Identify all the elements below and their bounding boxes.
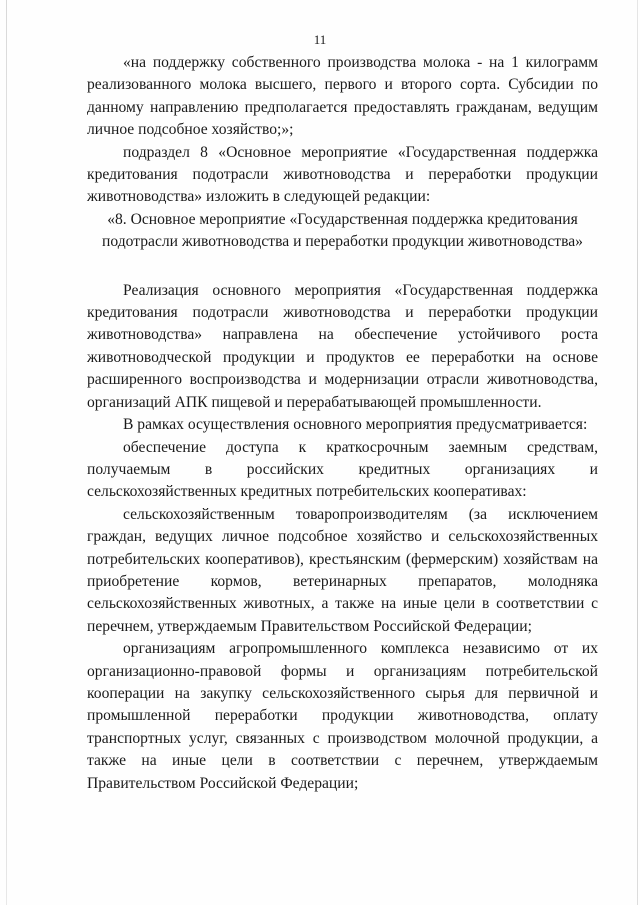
paragraph-framework: В рамках осуществления основного мероприятия предусматривается:: [123, 416, 588, 434]
paragraph-amendment-quote: «на поддержку собственного производства молока - на 1 килограмм реализованного молока высшего, первого и второго сорта. Субсидии по данному направлению предполагается предоставлять гражданам, ведущим личное подсобное хозяйство;»;: [87, 54, 598, 139]
page-number: 11: [313, 32, 327, 47]
section-heading: «8. Основное мероприятие «Государственная поддержка кредитования подотрасли животноводства и переработки продукции животноводства»: [102, 210, 583, 251]
document-body: [87, 52, 598, 795]
paragraph-subsection-instruction: подраздел 8 «Основное мероприятие «Государственная поддержка кредитования подотрасли животноводства и переработки продукции животноводства» изложить в следующей редакции:: [87, 143, 598, 206]
paragraph-producers: сельскохозяйственным товаропроизводителям (за исключением граждан, ведущих личное подсобное хозяйство и сельскохозяйственных потребительских кооперативов), крестьянским (фермерским) хозяйствам на приобретение кормов, ветеринарных препаратов, молодняка сельскохозяйственных животных, а также на иные цели в соответствии с перечнем, утверждаемым Правительством Российской Федерации;: [87, 505, 598, 635]
section-gap: [87, 254, 598, 280]
scan-edge-left: [6, 0, 7, 905]
paragraph-implementation: Реализация основного мероприятия «Государственная поддержка кредитования подотрасли животноводства и переработки продукции животноводства» направлена на обеспечение устойчивого роста животноводческой продукции и продуктов ее переработки на основе расширенного воспроизводства и модернизации отрасли животноводства, организаций АПК пищевой и перерабатывающей промышленности.: [87, 281, 598, 411]
paragraph-agro-organizations: организациям агропромышленного комплекса независимо от их организационно-правовой формы и организациям потребительской кооперации на закупку сельскохозяйственного сырья для первичной и промышленной переработки продукции животноводства, оплату транспортных услуг, связанных с производством молочной продукции, а также на иные цели в соответствии с перечнем, утверждаемым Правительством Российской Федерации;: [87, 640, 598, 792]
paragraph-credit-access: обеспечение доступа к краткосрочным заемным средствам, получаемым в российских кредитных организациях и сельскохозяйственных кредитных потребительских кооперативах:: [87, 438, 598, 501]
scan-edge-right: [637, 0, 638, 905]
